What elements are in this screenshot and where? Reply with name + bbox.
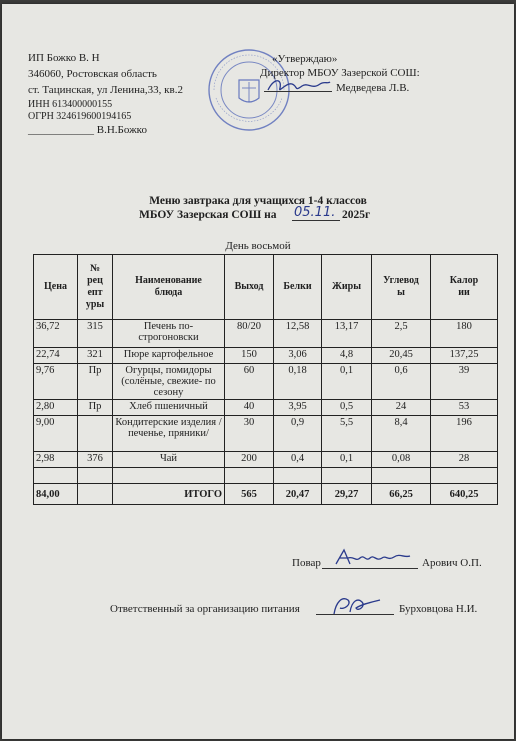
table-row <box>34 416 498 452</box>
total-cell-empty <box>78 484 113 505</box>
supplier-name: ИП Божко В. Н <box>28 52 100 64</box>
table-cell-recipe: 321 <box>78 348 113 364</box>
table-cell-name: Огурцы, помидоры (солёные, свежие- по сезону <box>113 364 225 400</box>
total-cell-calories: 640,25 <box>431 484 498 505</box>
document-page <box>2 4 514 739</box>
column-header: Выход <box>225 255 274 320</box>
table-cell-recipe <box>78 416 113 452</box>
table-cell-recipe: 315 <box>78 320 113 348</box>
menu-day: День восьмой <box>225 240 291 252</box>
total-cell-fats: 29,27 <box>322 484 372 505</box>
table-cell-carbs: 24 <box>372 400 431 416</box>
table-cell-carbs: 0,6 <box>372 364 431 400</box>
table-cell-name: Чай <box>113 452 225 468</box>
table-cell-calories: 137,25 <box>431 348 498 364</box>
table-cell-carbs: 8,4 <box>372 416 431 452</box>
table-cell-carbs: 20,45 <box>372 348 431 364</box>
table-cell-output: 200 <box>225 452 274 468</box>
table-cell-output: 80/20 <box>225 320 274 348</box>
table-row <box>34 468 498 484</box>
table-cell-price: 22,74 <box>34 348 78 364</box>
table-cell-calories: 53 <box>431 400 498 416</box>
table-cell-proteins: 0,9 <box>274 416 322 452</box>
handwritten-date: 05.11. <box>294 205 336 220</box>
table-cell-price: 9,76 <box>34 364 78 400</box>
table-cell-calories: 196 <box>431 416 498 452</box>
table-cell-price: 36,72 <box>34 320 78 348</box>
table-cell-fats: 0,5 <box>322 400 372 416</box>
responsible-name: Бурховцова Н.И. <box>399 603 478 615</box>
table-cell-calories: 39 <box>431 364 498 400</box>
table-cell-fats: 0,1 <box>322 364 372 400</box>
menu-subtitle-prefix: МБОУ Зазерская СОШ на <box>139 209 277 221</box>
table-cell-price: 2,80 <box>34 400 78 416</box>
column-header: Наименование блюда <box>113 255 225 320</box>
table-cell-proteins: 3,06 <box>274 348 322 364</box>
responsible-signature <box>328 592 388 620</box>
cook-label: Повар <box>292 557 321 569</box>
column-header: Жиры <box>322 255 372 320</box>
table-cell-output: 150 <box>225 348 274 364</box>
table-cell-price: 2,98 <box>34 452 78 468</box>
supplier-inn: ИНН 613400000155 <box>28 99 113 110</box>
table-row <box>34 348 498 364</box>
table-cell-name: Кондитерские изделия /печенье, пряники/ <box>113 416 225 452</box>
table-row <box>34 364 498 400</box>
table-cell-calories <box>431 468 498 484</box>
table-cell-output: 30 <box>225 416 274 452</box>
table-header-row <box>34 255 498 320</box>
column-header: Углевод ы <box>372 255 431 320</box>
table-cell-calories: 180 <box>431 320 498 348</box>
table-cell-carbs: 0,08 <box>372 452 431 468</box>
column-header: Цена <box>34 255 78 320</box>
table-cell-fats: 13,17 <box>322 320 372 348</box>
table-cell-proteins: 0,18 <box>274 364 322 400</box>
total-cell-label: ИТОГО <box>113 484 225 505</box>
total-cell-carbs: 66,25 <box>372 484 431 505</box>
director-signature <box>264 74 334 96</box>
table-cell-name <box>113 468 225 484</box>
column-header: № рец епт уры <box>78 255 113 320</box>
cook-signature <box>332 544 414 570</box>
menu-table <box>33 254 498 505</box>
table-cell-price: 9,00 <box>34 416 78 452</box>
table-cell-name: Пюре картофельное <box>113 348 225 364</box>
table-cell-recipe <box>78 468 113 484</box>
approval-position: Директор МБОУ Зазерской СОШ: <box>260 67 420 79</box>
supplier-address-line2: ст. Тацинская, ул Ленина,33, кв.2 <box>28 84 183 96</box>
table-cell-fats: 0,1 <box>322 452 372 468</box>
supplier-signature-line: ____________ В.Н.Божко <box>28 124 147 136</box>
supplier-address-line1: 346060, Ростовская область <box>28 68 157 80</box>
table-cell-calories: 28 <box>431 452 498 468</box>
table-cell-output: 60 <box>225 364 274 400</box>
table-cell-name: Хлеб пшеничный <box>113 400 225 416</box>
column-header: Белки <box>274 255 322 320</box>
date-underline <box>292 220 340 221</box>
responsible-label: Ответственный за организацию питания <box>110 603 300 615</box>
table-row <box>34 320 498 348</box>
table-cell-proteins <box>274 468 322 484</box>
table-cell-output: 40 <box>225 400 274 416</box>
table-cell-fats <box>322 468 372 484</box>
table-cell-proteins: 0,4 <box>274 452 322 468</box>
table-cell-fats: 5,5 <box>322 416 372 452</box>
total-cell-output: 565 <box>225 484 274 505</box>
approval-title: «Утверждаю» <box>272 53 338 65</box>
table-cell-fats: 4,8 <box>322 348 372 364</box>
table-cell-carbs: 2,5 <box>372 320 431 348</box>
supplier-ogrn: ОГРН 324619600194165 <box>28 111 132 122</box>
approval-name: Медведева Л.В. <box>336 82 410 94</box>
table-cell-proteins: 12,58 <box>274 320 322 348</box>
table-total-row <box>34 484 498 505</box>
cook-name: Арович О.П. <box>422 557 482 569</box>
table-row <box>34 400 498 416</box>
total-cell-proteins: 20,47 <box>274 484 322 505</box>
table-cell-carbs <box>372 468 431 484</box>
table-cell-proteins: 3,95 <box>274 400 322 416</box>
table-cell-output <box>225 468 274 484</box>
table-cell-name: Печень по-строгоновски <box>113 320 225 348</box>
column-header: Калор ии <box>431 255 498 320</box>
total-cell-price: 84,00 <box>34 484 78 505</box>
table-row <box>34 452 498 468</box>
table-cell-recipe: Пр <box>78 364 113 400</box>
table-cell-recipe: 376 <box>78 452 113 468</box>
menu-subtitle-year: 2025г <box>342 209 371 221</box>
menu-title: Меню завтрака для учащихся 1-4 классов <box>149 195 367 207</box>
table-cell-recipe: Пр <box>78 400 113 416</box>
table-cell-price <box>34 468 78 484</box>
